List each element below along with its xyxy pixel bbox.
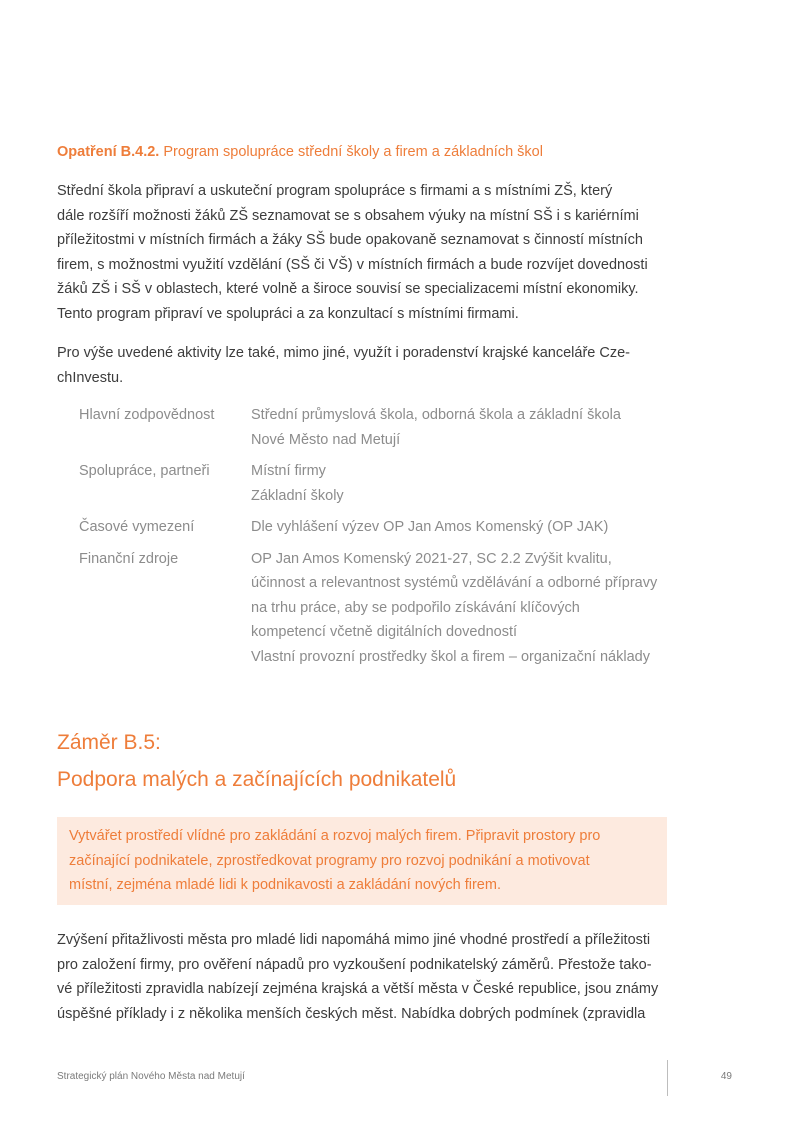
info-value: na trhu práce, aby se podpořilo získávání klíčových [251, 599, 580, 616]
info-value: Dle vyhlášení výzev OP Jan Amos Komenský (OP JAK) [251, 519, 609, 535]
info-value: účinnost a relevantnost systémů vzdělávání a odborné přípravy [251, 575, 658, 591]
info-row-responsibility [79, 403, 679, 452]
section-heading: Záměr B.5: [57, 731, 161, 754]
info-value: Střední průmyslová škola, odborná škola a základní škola [251, 407, 621, 423]
paragraph-czechinvest [57, 341, 669, 390]
paragraph-line: pro založení firmy, pro ověření nápadů pro vyzkoušení podnikatelský záměrů. Přestože tako- [57, 956, 652, 973]
info-value: Místní firmy [251, 463, 326, 479]
measure-info-table [79, 403, 679, 676]
paragraph-line: Pro výše uvedené aktivity lze také, mimo jiné, využít i poradenství krajské kanceláře Cze- [57, 345, 630, 361]
measure-heading [57, 141, 677, 163]
paragraph-program-description [57, 179, 669, 326]
measure-code: Opatření B.4.2. [57, 144, 160, 160]
paragraph-attractiveness [57, 928, 669, 1026]
paragraph-line: úspěšné příklady i z několika menších českých měst. Nabídka dobrých podmínek (zpravidla [57, 1005, 646, 1022]
paragraph-line: chInvestu. [57, 369, 124, 386]
info-label: Hlavní zodpovědnost [79, 407, 215, 423]
info-value: OP Jan Amos Komenský 2021-27, SC 2.2 Zvýšit kvalitu, [251, 550, 612, 567]
paragraph-line: vé příležitosti zpravidla nabízejí zejména krajská a větší města v České republice, jsou známy [57, 981, 659, 997]
info-values [251, 459, 679, 508]
info-label: Spolupráce, partneři [79, 463, 210, 479]
page-number: 49 [720, 1071, 732, 1082]
paragraph-line: Zvýšení přitažlivosti města pro mladé lidi napomáhá mimo jiné vhodné prostředí a příležitosti [57, 932, 651, 948]
info-row-timeframe [79, 515, 679, 540]
info-label: Časové vymezení [79, 519, 195, 535]
info-value: kompetencí včetně digitálních dovedností [251, 624, 517, 640]
info-row-partners [79, 459, 679, 508]
info-values [251, 403, 679, 452]
paragraph-line: Střední škola připraví a uskuteční program spolupráce s firmami a s místními ZŠ, který [57, 183, 613, 199]
highlight-line: Vytvářet prostředí vlídné pro zakládání a rozvoj malých firem. Připravit prostory pro [69, 828, 601, 844]
info-row-funding [79, 547, 679, 670]
footer-divider [667, 1060, 668, 1096]
info-value: Vlastní provozní prostředky škol a firem – organizační náklady [251, 648, 650, 665]
paragraph-line: firem, s možnostmi využití vzdělání (SŠ či VŠ) v místních firmách a bude rozvíjet dovednosti [57, 256, 648, 273]
highlight-line: místní, zejména mladé lidi k podnikavosti a zakládání nových firem. [69, 877, 501, 893]
info-value: Základní školy [251, 487, 344, 504]
section-subheading: Podpora malých a začínajících podnikatelů [57, 768, 457, 791]
info-label: Finanční zdroje [79, 550, 179, 567]
highlight-line: začínající podnikatele, zprostředkovat programy pro rozvoj podnikání a motivovat [69, 852, 590, 869]
paragraph-line: dále rozšíří možnosti žáků ZŠ seznamovat se s obsahem výuky na místní SŠ i s kariérními [57, 207, 639, 224]
paragraph-line: příležitostmi v místních firmách a žáky SŠ bude opakovaně seznamovat s činností místních [57, 232, 643, 248]
paragraph-line: Tento program připraví ve spolupráci a za konzultací s místními firmami. [57, 305, 519, 322]
info-values [251, 515, 679, 540]
highlight-box [57, 817, 667, 905]
info-value: Nové Město nad Metují [251, 431, 401, 448]
paragraph-line: žáků ZŠ i SŠ v oblastech, které volně a široce souvisí se specializacemi místní ekonomiky. [57, 281, 639, 297]
measure-title: Program spolupráce střední školy a firem a základních škol [163, 144, 543, 160]
footer-document-title: Strategický plán Nového Města nad Metují [57, 1071, 245, 1082]
info-values [251, 547, 679, 670]
